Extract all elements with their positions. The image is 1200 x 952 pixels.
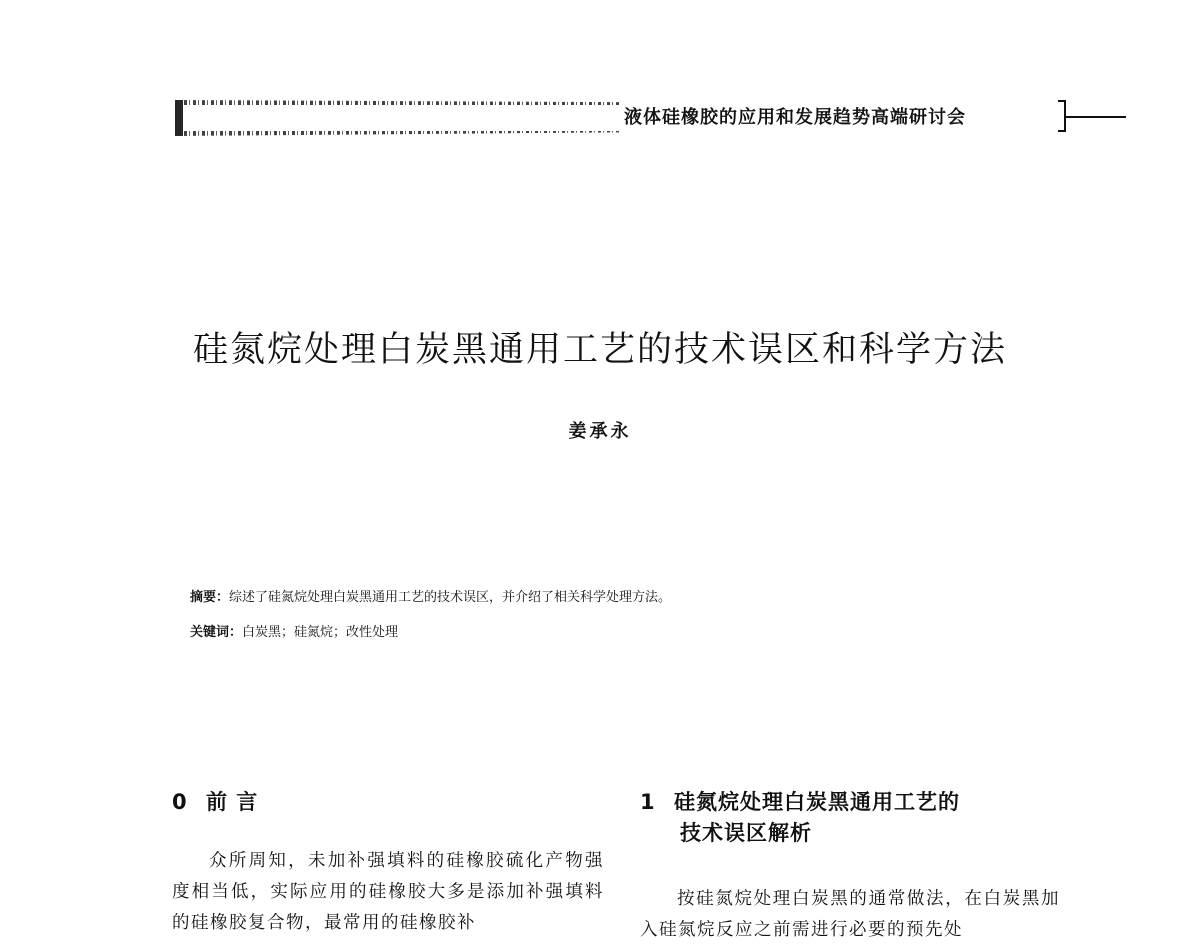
- section-1-title-line1: 硅氮烷处理白炭黑通用工艺的: [674, 790, 960, 814]
- conference-title: 液体硅橡胶的应用和发展趋势高端研讨会: [624, 107, 966, 128]
- section-0-title: 前 言: [206, 790, 259, 814]
- header-bracket: [1058, 100, 1066, 132]
- keywords: [190, 621, 398, 640]
- header-rule: [1066, 116, 1126, 118]
- section-0-heading: [172, 787, 258, 818]
- keywords-text: 白炭黑；硅氮烷；改性处理: [242, 625, 399, 640]
- abstract: [190, 586, 671, 605]
- abstract-text: 综述了硅氮烷处理白炭黑通用工艺的技术误区，并介绍了相关科学处理方法。: [229, 590, 672, 605]
- paper-author: 姜承永: [568, 421, 632, 442]
- section-1-heading: [640, 787, 960, 849]
- header-decorative-band: [175, 100, 620, 136]
- section-1-body: 按硅氮烷处理白炭黑的通常做法，在白炭黑加入硅氮烷反应之前需进行必要的预先处: [640, 889, 1060, 940]
- section-1-number: 1: [640, 790, 656, 814]
- abstract-label: 摘要：: [190, 590, 230, 605]
- section-0-body: 众所周知，未加补强填料的硅橡胶硫化产物强度相当低，实际应用的硅橡胶大多是添加补强填料的硅橡胶复合物，最常用的硅橡胶补: [172, 851, 604, 933]
- section-0-number: 0: [172, 790, 188, 814]
- keywords-label: 关键词：: [190, 625, 243, 640]
- section-1-title-line2: 技术误区解析: [680, 821, 812, 845]
- paper-title: 硅氮烷处理白炭黑通用工艺的技术误区和科学方法: [192, 330, 1007, 370]
